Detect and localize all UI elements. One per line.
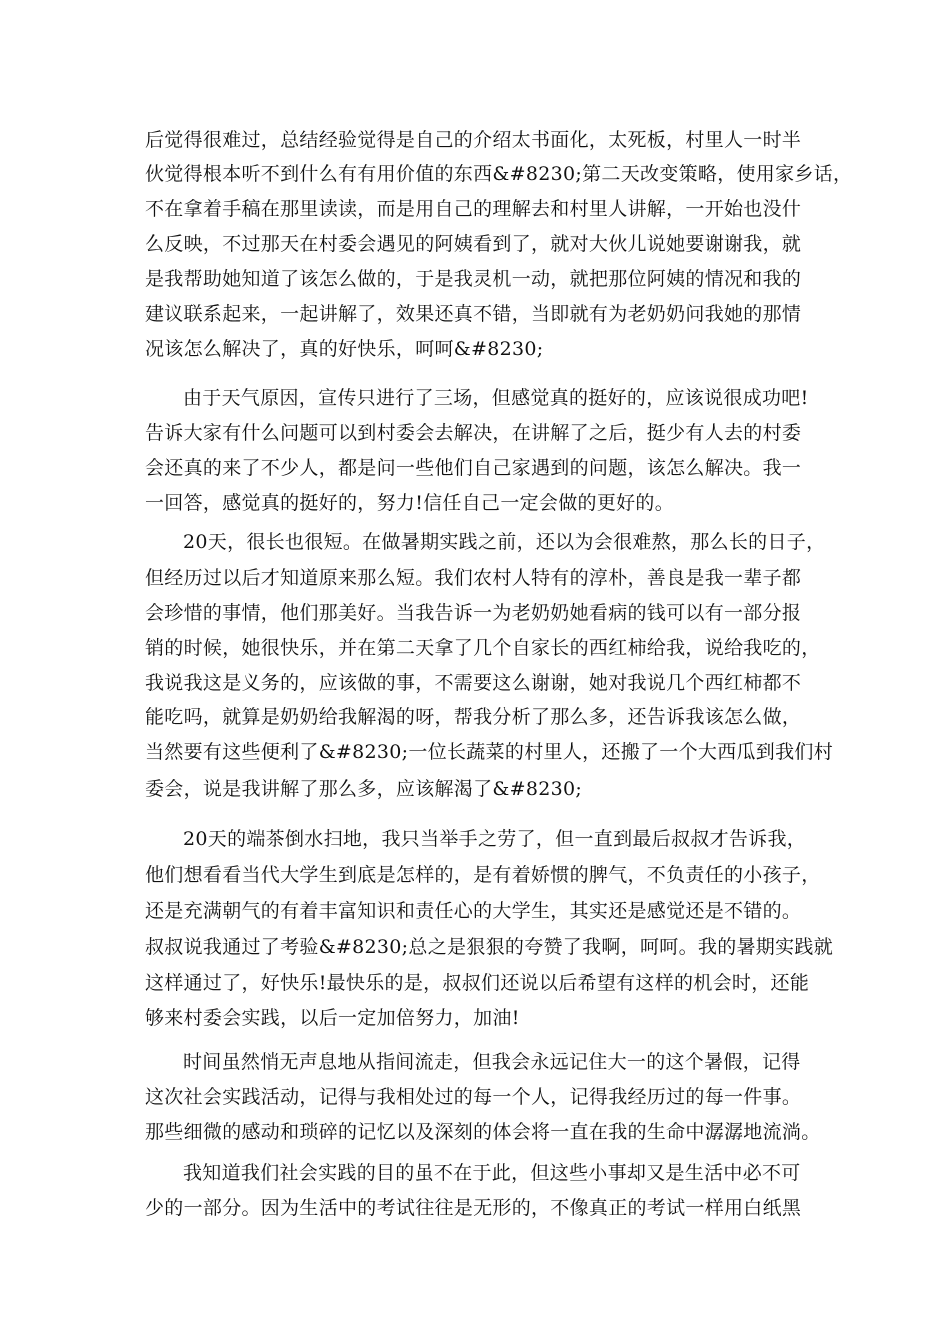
text-line: 那些细微的感动和琐碎的记忆以及深刻的体会将一直在我的生命中潺潺地流淌。	[145, 1121, 821, 1143]
text-line: 是我帮助她知道了该怎么做的，于是我灵机一动，就把那位阿姨的情况和我的	[145, 268, 802, 290]
text-line: 够来村委会实践，以后一定加倍努力，加油!	[145, 1007, 520, 1029]
text-line: 当然要有这些便利了&#8230;一位长蔬菜的村里人，还搬了一个大西瓜到我们村	[145, 741, 833, 763]
text-line: 委会，说是我讲解了那么多，应该解渴了&#8230;	[145, 778, 583, 800]
text-line: 会还真的来了不少人，都是问一些他们自己家遇到的问题，该怎么解决。我一	[145, 457, 802, 479]
text-line: 建议联系起来，一起讲解了，效果还真不错，当即就有为老奶奶问我她的那情	[145, 303, 802, 325]
text-line: 少的一部分。因为生活中的考试往往是无形的，不像真正的考试一样用白纸黑	[145, 1197, 802, 1219]
text-line: 但经历过以后才知道原来那么短。我们农村人特有的淳朴，善良是我一辈子都	[145, 567, 802, 589]
text-line: 一回答，感觉真的挺好的，努力!信任自己一定会做的更好的。	[145, 492, 675, 514]
paragraph-first-line: 时间虽然悄无声息地从指间流走，但我会永远记住大一的这个暑假，记得	[183, 1051, 801, 1073]
text-line: 么反映，不过那天在村委会遇见的阿姨看到了，就对大伙儿说她要谢谢我，就	[145, 233, 802, 255]
text-line: 伙觉得根本听不到什么有有用价值的东西&#8230;第二天改变策略，使用家乡话，	[145, 163, 853, 185]
paragraph-first-line: 20天的端茶倒水扫地，我只当举手之劳了，但一直到最后叔叔才告诉我，	[183, 828, 807, 850]
text-line: 能吃吗，就算是奶奶给我解渴的呀，帮我分析了那么多，还告诉我该怎么做，	[145, 706, 802, 728]
text-line: 不在拿着手稿在那里读读，而是用自己的理解去和村里人讲解，一开始也没什	[145, 198, 802, 220]
paragraph-first-line: 我知道我们社会实践的目的虽不在于此，但这些小事却又是生活中必不可	[183, 1162, 801, 1184]
text-line: 叔叔说我通过了考验&#8230;总之是狠狠的夸赞了我啊，呵呵。我的暑期实践就	[145, 936, 833, 958]
text-line: 况该怎么解决了，真的好快乐，呵呵&#8230;	[145, 338, 544, 360]
paragraph-first-line: 20天，很长也很短。在做暑期实践之前，还以为会很难熬，那么长的日子，	[183, 531, 826, 553]
paragraph-first-line: 由于天气原因，宣传只进行了三场，但感觉真的挺好的，应该说很成功吧!	[183, 387, 809, 409]
text-line: 后觉得很难过，总结经验觉得是自己的介绍太书面化，太死板，村里人一时半	[145, 129, 802, 151]
text-line: 我说我这是义务的，应该做的事，不需要这么谢谢，她对我说几个西红柿都不	[145, 672, 802, 694]
text-line: 这次社会实践活动，记得与我相处过的每一个人，记得我经历过的每一件事。	[145, 1086, 802, 1108]
text-line: 还是充满朝气的有着丰富知识和责任心的大学生，其实还是感觉还是不错的。	[145, 900, 802, 922]
text-line: 告诉大家有什么问题可以到村委会去解决，在讲解了之后，挺少有人去的村委	[145, 422, 802, 444]
text-line: 会珍惜的事情，他们那美好。当我告诉一为老奶奶她看病的钱可以有一部分报	[145, 602, 802, 624]
text-line: 这样通过了，好快乐!最快乐的是，叔叔们还说以后希望有这样的机会时，还能	[145, 972, 810, 994]
text-line: 销的时候，她很快乐，并在第二天拿了几个自家长的西红柿给我，说给我吃的，	[145, 637, 821, 659]
text-line: 他们想看看当代大学生到底是怎样的，是有着娇惯的脾气，不负责任的小孩子，	[145, 864, 821, 886]
